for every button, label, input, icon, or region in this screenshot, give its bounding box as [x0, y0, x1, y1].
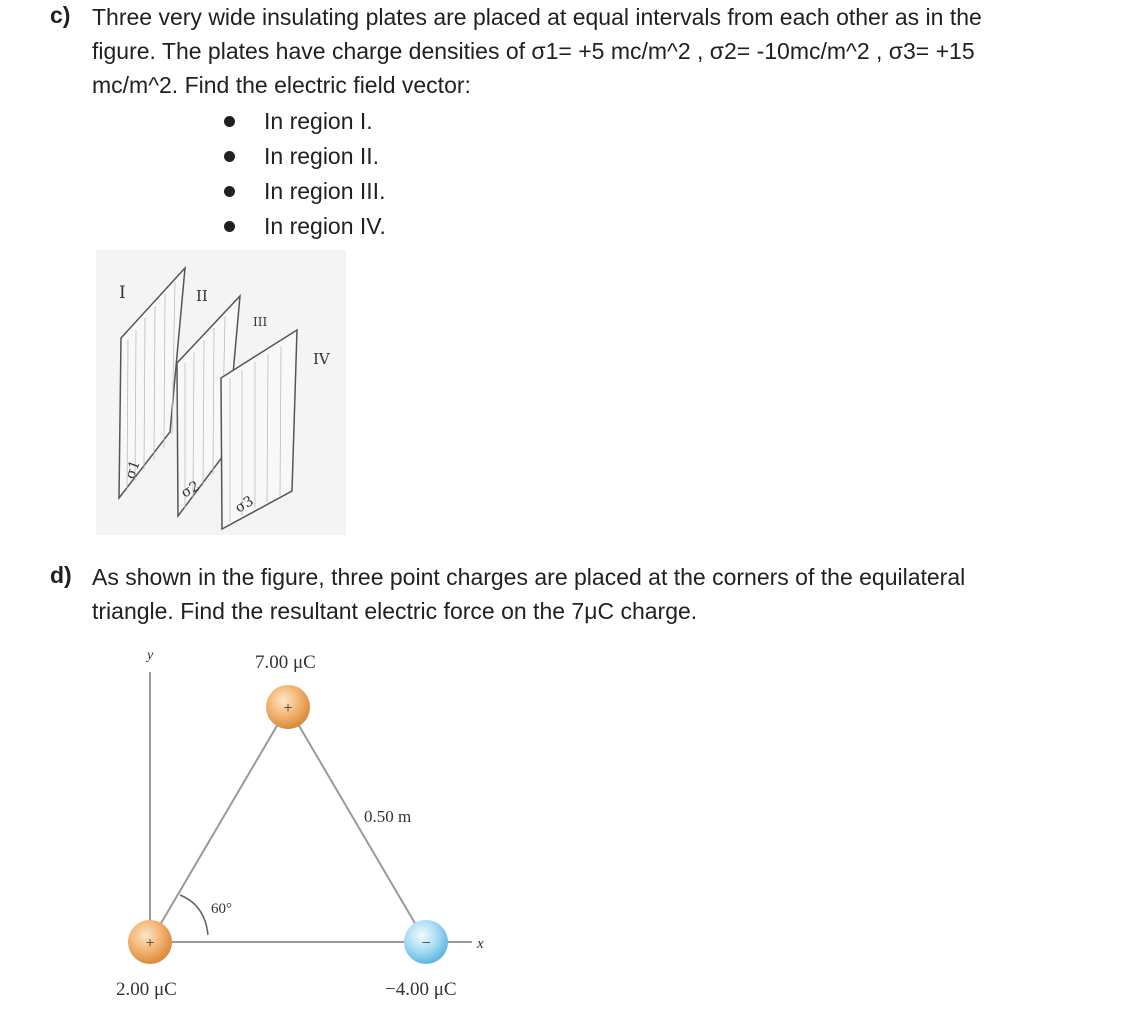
- question-c-line-3: mc/m^2. Find the electric field vector:: [92, 72, 471, 98]
- plate-label-2: σ2: [178, 478, 203, 502]
- list-item: In region III.: [218, 174, 386, 209]
- question-d-line-2: triangle. Find the resultant electric force on the 7μC charge.: [92, 598, 698, 624]
- region-label-1: I: [119, 283, 126, 303]
- question-c-label: c): [50, 2, 71, 28]
- question-c-line-2: figure. The plates have charge densities of σ1= +5 mc/m^2 , σ2= -10mc/m^2 , σ3= +15: [92, 38, 975, 64]
- y-axis-label: y: [147, 648, 154, 663]
- list-item: In region I.: [218, 104, 386, 139]
- list-item: In region IV.: [218, 209, 386, 244]
- plate-label-1: σ1: [122, 458, 144, 482]
- right-charge: [404, 920, 448, 964]
- svg-text:−: −: [421, 935, 431, 952]
- svg-text:+: +: [283, 700, 293, 717]
- top-charge-label: 7.00 μC: [255, 652, 316, 673]
- plate-label-3: σ3: [232, 493, 257, 517]
- left-charge-label: 2.00 μC: [116, 979, 177, 1000]
- question-d-label: d): [50, 562, 72, 588]
- region-label-2: II: [196, 287, 208, 305]
- question-d-line-1: As shown in the figure, three point charges are placed at the corners of the equilateral: [92, 564, 966, 590]
- top-charge: [266, 685, 310, 729]
- right-charge-label: −4.00 μC: [385, 979, 457, 1000]
- list-item: In region II.: [218, 139, 386, 174]
- svg-text:+: +: [145, 935, 155, 952]
- question-c-line-1: Three very wide insulating plates are placed at equal intervals from each other as in the: [92, 4, 982, 30]
- side-length-label: 0.50 m: [364, 807, 412, 826]
- region-label-4: IV: [313, 350, 330, 368]
- left-charge: [128, 920, 172, 964]
- x-axis-label: x: [477, 936, 484, 952]
- region-label-3: III: [253, 315, 268, 329]
- angle-arc: [180, 895, 208, 935]
- angle-label: 60°: [211, 901, 232, 917]
